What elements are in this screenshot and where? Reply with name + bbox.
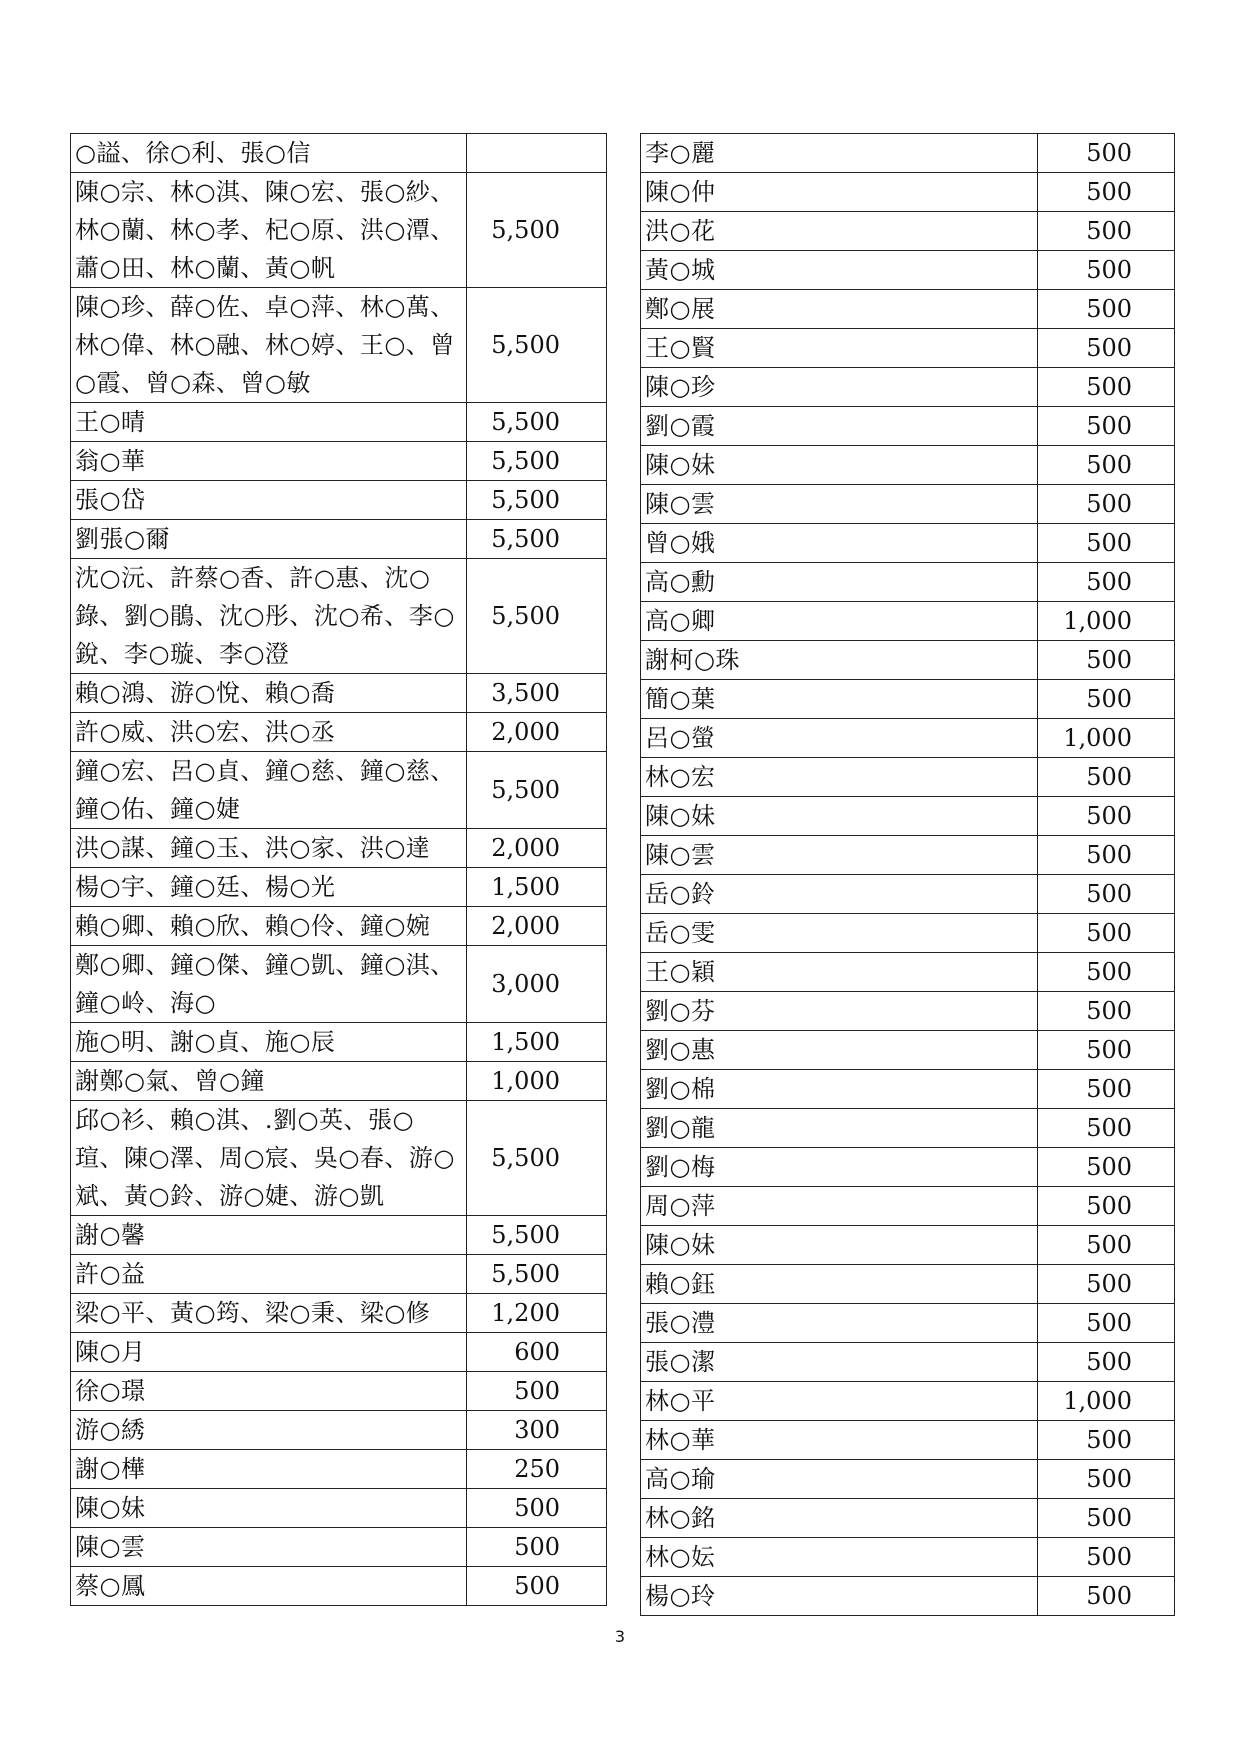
donor-name-cell: 王○穎 <box>641 953 1038 992</box>
donation-amount-cell: 500 <box>1038 875 1175 914</box>
table-row <box>71 868 607 907</box>
donor-name-cell: 張○岱 <box>71 481 467 520</box>
donation-amount-cell: 500 <box>467 1372 607 1411</box>
donation-amount-cell: 500 <box>1038 563 1175 602</box>
table-row <box>641 251 1175 290</box>
donor-name-cell: 林○平 <box>641 1382 1038 1421</box>
donor-name-cell: 梁○平、黃○筠、梁○秉、梁○修 <box>71 1294 467 1333</box>
donor-name-cell: 陳○仲 <box>641 173 1038 212</box>
table-row <box>71 713 607 752</box>
donor-name-cell: 劉○梅 <box>641 1148 1038 1187</box>
table-row <box>641 836 1175 875</box>
donation-amount-cell: 500 <box>1038 1148 1175 1187</box>
table-row <box>641 1577 1175 1616</box>
table-row <box>641 212 1175 251</box>
donor-name-cell: 洪○花 <box>641 212 1038 251</box>
donor-name-cell: 李○麗 <box>641 134 1038 173</box>
table-row <box>71 674 607 713</box>
donor-name-cell: 劉○棉 <box>641 1070 1038 1109</box>
donation-amount-cell: 500 <box>1038 251 1175 290</box>
table-row <box>641 1499 1175 1538</box>
donor-name-cell: 陳○宗、林○淇、陳○宏、張○紗、林○蘭、林○孝、杞○原、洪○潭、蕭○田、林○蘭、黃○帆 <box>71 173 467 288</box>
donor-name-cell: ○謚、徐○利、張○信 <box>71 134 467 173</box>
donor-name-cell: 陳○雲 <box>641 485 1038 524</box>
table-row <box>71 946 607 1023</box>
donation-amount-cell: 1,000 <box>1038 602 1175 641</box>
donor-table-left-body <box>71 134 607 1606</box>
donor-name-cell: 陳○月 <box>71 1333 467 1372</box>
table-row <box>641 1304 1175 1343</box>
table-row <box>641 719 1175 758</box>
donation-amount-cell: 500 <box>1038 524 1175 563</box>
table-row <box>641 1031 1175 1070</box>
donor-name-cell: 王○賢 <box>641 329 1038 368</box>
table-row <box>641 446 1175 485</box>
table-row <box>641 329 1175 368</box>
table-row <box>71 1216 607 1255</box>
donor-name-cell: 陳○珍 <box>641 368 1038 407</box>
table-row <box>71 520 607 559</box>
table-row <box>641 875 1175 914</box>
table-row <box>641 1382 1175 1421</box>
donor-name-cell: 沈○沅、許蔡○香、許○惠、沈○錄、劉○鵑、沈○彤、沈○希、李○銳、李○璇、李○澄 <box>71 559 467 674</box>
donor-name-cell: 徐○璟 <box>71 1372 467 1411</box>
table-row <box>641 1460 1175 1499</box>
donation-amount-cell: 5,500 <box>467 442 607 481</box>
donation-amount-cell: 500 <box>1038 1187 1175 1226</box>
table-row <box>641 992 1175 1031</box>
donor-name-cell: 高○卿 <box>641 602 1038 641</box>
donor-name-cell: 洪○謀、鐘○玉、洪○家、洪○達 <box>71 829 467 868</box>
table-row <box>641 368 1175 407</box>
donor-name-cell: 邱○衫、賴○淇、.劉○英、張○瑄、陳○澤、周○宸、吳○春、游○斌、黃○鈴、游○婕、游○凱 <box>71 1101 467 1216</box>
donation-amount-cell: 1,000 <box>1038 719 1175 758</box>
donor-name-cell: 高○勳 <box>641 563 1038 602</box>
donor-name-cell: 游○綉 <box>71 1411 467 1450</box>
donor-name-cell: 曾○娥 <box>641 524 1038 563</box>
donor-name-cell: 周○萍 <box>641 1187 1038 1226</box>
donor-name-cell: 劉○龍 <box>641 1109 1038 1148</box>
donor-name-cell: 許○益 <box>71 1255 467 1294</box>
donation-amount-cell: 2,000 <box>467 907 607 946</box>
donation-amount-cell: 1,200 <box>467 1294 607 1333</box>
donor-name-cell: 呂○螢 <box>641 719 1038 758</box>
donor-table-right <box>640 133 1175 1616</box>
donation-amount-cell: 2,000 <box>467 829 607 868</box>
donor-table-right-body <box>641 134 1175 1616</box>
table-row <box>71 1567 607 1606</box>
donor-name-cell: 翁○華 <box>71 442 467 481</box>
table-row <box>71 403 607 442</box>
donor-name-cell: 謝鄭○氣、曾○鐘 <box>71 1062 467 1101</box>
table-row <box>71 1062 607 1101</box>
donor-name-cell: 林○宏 <box>641 758 1038 797</box>
table-row <box>641 485 1175 524</box>
donor-name-cell: 賴○卿、賴○欣、賴○伶、鐘○婉 <box>71 907 467 946</box>
table-row <box>71 1372 607 1411</box>
table-row <box>641 173 1175 212</box>
donation-amount-cell: 5,500 <box>467 1255 607 1294</box>
donor-name-cell: 劉○霞 <box>641 407 1038 446</box>
table-row <box>71 481 607 520</box>
table-row <box>641 563 1175 602</box>
table-row <box>641 1187 1175 1226</box>
table-row <box>641 1343 1175 1382</box>
donor-name-cell: 岳○鈴 <box>641 875 1038 914</box>
donor-name-cell: 陳○雲 <box>71 1528 467 1567</box>
donation-amount-cell: 500 <box>1038 1343 1175 1382</box>
donation-amount-cell: 5,500 <box>467 1101 607 1216</box>
donation-amount-cell: 500 <box>1038 1265 1175 1304</box>
donation-amount-cell: 500 <box>1038 368 1175 407</box>
table-row <box>641 914 1175 953</box>
donation-amount-cell: 500 <box>1038 797 1175 836</box>
table-row <box>641 602 1175 641</box>
table-row <box>71 1489 607 1528</box>
donation-amount-cell: 500 <box>1038 134 1175 173</box>
donation-amount-cell: 5,500 <box>467 520 607 559</box>
donation-amount-cell: 500 <box>1038 290 1175 329</box>
donation-amount-cell: 300 <box>467 1411 607 1450</box>
donation-amount-cell: 500 <box>1038 1421 1175 1460</box>
table-row <box>71 752 607 829</box>
donation-amount-cell: 5,500 <box>467 288 607 403</box>
page-number: 3 <box>614 1627 626 1646</box>
donor-name-cell: 林○華 <box>641 1421 1038 1460</box>
table-row <box>641 758 1175 797</box>
donor-name-cell: 鄭○卿、鐘○傑、鐘○凱、鐘○淇、鐘○岭、海○ <box>71 946 467 1023</box>
donation-amount-cell: 500 <box>467 1528 607 1567</box>
donation-amount-cell: 500 <box>1038 1577 1175 1616</box>
donation-amount-cell: 600 <box>467 1333 607 1372</box>
table-row <box>71 442 607 481</box>
donor-name-cell: 張○澧 <box>641 1304 1038 1343</box>
donation-amount-cell: 500 <box>1038 1499 1175 1538</box>
donor-name-cell: 謝○馨 <box>71 1216 467 1255</box>
donor-name-cell: 陳○妹 <box>641 797 1038 836</box>
donor-name-cell: 簡○葉 <box>641 680 1038 719</box>
donation-amount-cell: 500 <box>1038 992 1175 1031</box>
donor-name-cell: 王○晴 <box>71 403 467 442</box>
donor-name-cell: 蔡○鳳 <box>71 1567 467 1606</box>
donation-amount-cell: 500 <box>1038 836 1175 875</box>
table-row <box>641 680 1175 719</box>
donation-amount-cell: 500 <box>1038 1538 1175 1577</box>
donation-amount-cell: 3,500 <box>467 674 607 713</box>
donation-amount-cell: 500 <box>1038 1031 1175 1070</box>
table-row <box>71 288 607 403</box>
donation-amount-cell: 5,500 <box>467 173 607 288</box>
donation-amount-cell: 5,500 <box>467 403 607 442</box>
donation-amount-cell: 1,500 <box>467 1023 607 1062</box>
donor-name-cell: 陳○妹 <box>71 1489 467 1528</box>
donation-amount-cell: 500 <box>1038 680 1175 719</box>
table-row <box>71 829 607 868</box>
donor-name-cell: 陳○珍、薛○佐、卓○萍、林○萬、林○偉、林○融、林○婷、王○、曾○霞、曾○森、曾○敏 <box>71 288 467 403</box>
donation-amount-cell: 500 <box>467 1567 607 1606</box>
donor-name-cell: 林○銘 <box>641 1499 1038 1538</box>
table-row <box>641 1148 1175 1187</box>
donation-amount-cell <box>467 134 607 173</box>
table-row <box>641 641 1175 680</box>
donor-name-cell: 劉○惠 <box>641 1031 1038 1070</box>
table-row <box>641 290 1175 329</box>
table-row <box>641 134 1175 173</box>
donor-name-cell: 岳○雯 <box>641 914 1038 953</box>
table-row <box>71 1294 607 1333</box>
donor-table-left <box>70 133 607 1606</box>
table-row <box>71 1023 607 1062</box>
table-row <box>71 907 607 946</box>
table-row <box>641 1265 1175 1304</box>
donor-name-cell: 陳○妹 <box>641 446 1038 485</box>
donation-amount-cell: 250 <box>467 1450 607 1489</box>
donor-name-cell: 鐘○宏、呂○貞、鐘○慈、鐘○慈、鐘○佑、鐘○婕 <box>71 752 467 829</box>
table-row <box>641 797 1175 836</box>
donor-name-cell: 鄭○展 <box>641 290 1038 329</box>
table-row <box>71 1255 607 1294</box>
donor-name-cell: 許○威、洪○宏、洪○丞 <box>71 713 467 752</box>
donation-amount-cell: 5,500 <box>467 1216 607 1255</box>
donation-amount-cell: 500 <box>1038 1109 1175 1148</box>
donor-name-cell: 陳○雲 <box>641 836 1038 875</box>
donation-amount-cell: 1,500 <box>467 868 607 907</box>
donor-name-cell: 陳○妹 <box>641 1226 1038 1265</box>
donation-amount-cell: 1,000 <box>1038 1382 1175 1421</box>
donation-amount-cell: 500 <box>1038 329 1175 368</box>
donation-amount-cell: 500 <box>1038 407 1175 446</box>
table-row <box>641 953 1175 992</box>
donation-amount-cell: 500 <box>1038 1226 1175 1265</box>
donor-name-cell: 楊○玲 <box>641 1577 1038 1616</box>
table-row <box>641 1226 1175 1265</box>
donor-name-cell: 高○瑜 <box>641 1460 1038 1499</box>
donation-amount-cell: 500 <box>1038 1070 1175 1109</box>
donor-name-cell: 楊○宇、鐘○廷、楊○光 <box>71 868 467 907</box>
table-row <box>641 1109 1175 1148</box>
donation-amount-cell: 2,000 <box>467 713 607 752</box>
donation-amount-cell: 500 <box>1038 446 1175 485</box>
donation-amount-cell: 500 <box>1038 212 1175 251</box>
table-row <box>71 1450 607 1489</box>
donation-amount-cell: 500 <box>1038 1460 1175 1499</box>
table-row <box>71 1411 607 1450</box>
donation-amount-cell: 5,500 <box>467 752 607 829</box>
donation-amount-cell: 5,500 <box>467 559 607 674</box>
donation-amount-cell: 500 <box>467 1489 607 1528</box>
donor-name-cell: 賴○鴻、游○悅、賴○喬 <box>71 674 467 713</box>
donation-amount-cell: 500 <box>1038 914 1175 953</box>
donor-name-cell: 黃○城 <box>641 251 1038 290</box>
table-row <box>641 1538 1175 1577</box>
donation-amount-cell: 500 <box>1038 758 1175 797</box>
donor-name-cell: 張○潔 <box>641 1343 1038 1382</box>
table-row <box>71 1528 607 1567</box>
table-row <box>641 1070 1175 1109</box>
table-row <box>71 559 607 674</box>
donation-amount-cell: 500 <box>1038 1304 1175 1343</box>
donor-name-cell: 劉○芬 <box>641 992 1038 1031</box>
table-row <box>71 1333 607 1372</box>
donor-name-cell: 劉張○爾 <box>71 520 467 559</box>
table-row <box>71 134 607 173</box>
donor-name-cell: 施○明、謝○貞、施○辰 <box>71 1023 467 1062</box>
donation-amount-cell: 3,000 <box>467 946 607 1023</box>
donor-name-cell: 謝○樺 <box>71 1450 467 1489</box>
donation-amount-cell: 500 <box>1038 641 1175 680</box>
table-row <box>641 524 1175 563</box>
donation-amount-cell: 500 <box>1038 173 1175 212</box>
donation-amount-cell: 1,000 <box>467 1062 607 1101</box>
donor-name-cell: 謝柯○珠 <box>641 641 1038 680</box>
donation-amount-cell: 500 <box>1038 485 1175 524</box>
donor-name-cell: 賴○鈺 <box>641 1265 1038 1304</box>
table-row <box>641 407 1175 446</box>
table-row <box>71 1101 607 1216</box>
donation-amount-cell: 5,500 <box>467 481 607 520</box>
table-row <box>641 1421 1175 1460</box>
donation-amount-cell: 500 <box>1038 953 1175 992</box>
donor-name-cell: 林○妘 <box>641 1538 1038 1577</box>
table-row <box>71 173 607 288</box>
